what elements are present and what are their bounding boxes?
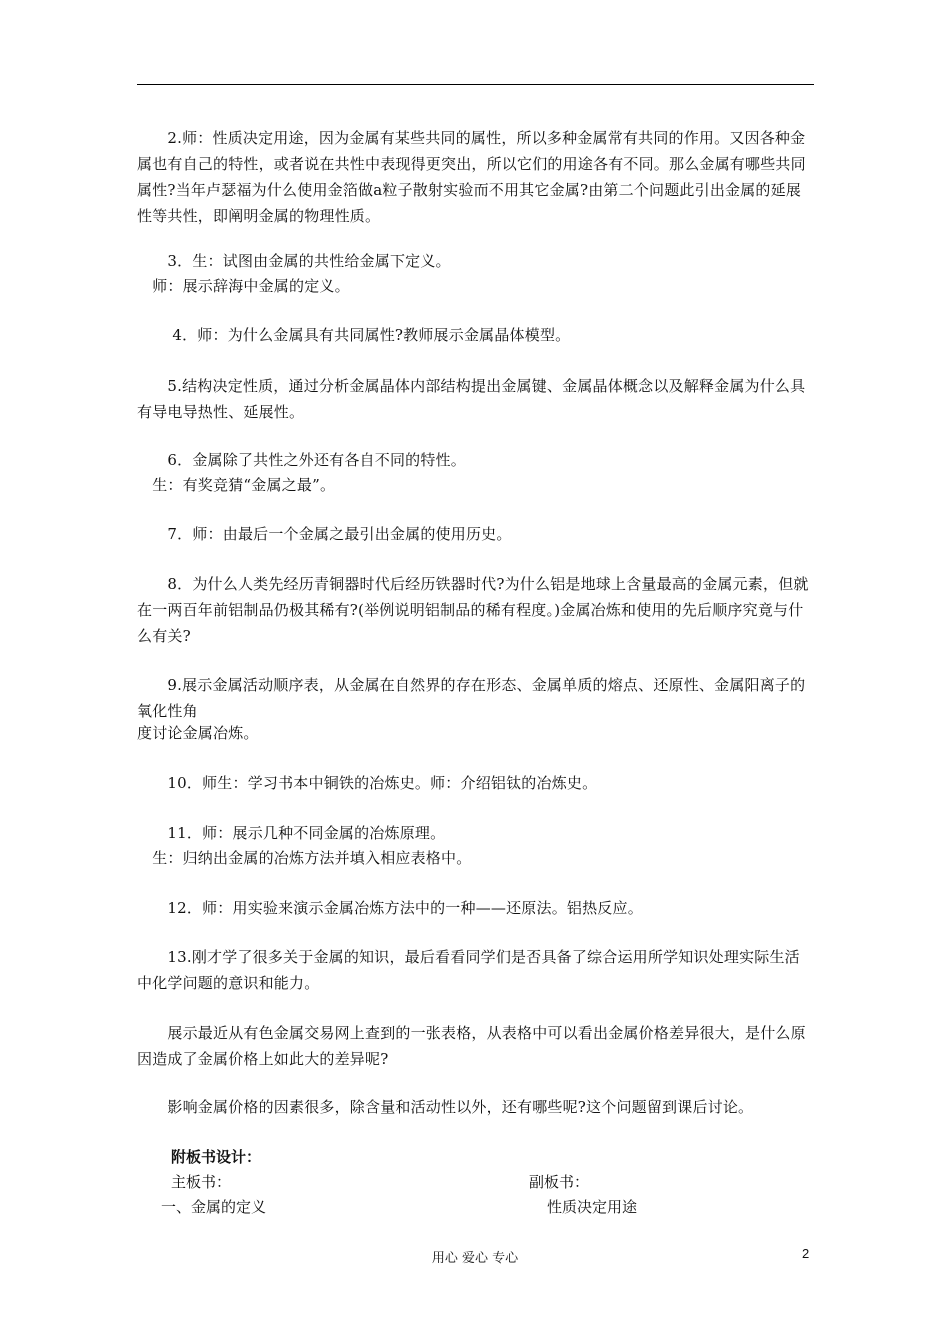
paragraph-8: 8．为什么人类先经历青铜器时代后经历铁器时代?为什么铝是地球上含量最高的金属元素，但就在一两百年前铝制品仍极其稀有?(举例说明铝制品的稀有程度。)金属冶炼和使用的先后顺序究竟与什么有关? (137, 575, 809, 645)
paragraph-9: 9.展示金属活动顺序表，从金属在自然界的存在形态、金属单质的熔点、还原性、金属阳离子的氧化性角 (137, 676, 806, 720)
paragraph-5: 5.结构决定性质，通过分析金属晶体内部结构提出金属键、金属晶体概念以及解释金属为什么具有导电导热性、延展性。 (137, 377, 806, 421)
paragraph-price-table: 展示最近从有色金属交易网上查到的一张表格，从表格中可以看出金属价格差异很大，是什么原因造成了金属价格上如此大的差异呢? (137, 1024, 806, 1068)
paragraph-6-student: 生：有奖竞猜“金属之最”。 (137, 476, 336, 494)
paragraph-3: 3．生：试图由金属的共性给金属下定义。 (137, 252, 451, 270)
paragraph-11-student: 生：归纳出金属的冶炼方法并填入相应表格中。 (137, 849, 472, 867)
main-board-label: 主板书： (171, 1173, 232, 1191)
sub-board-label: 副板书： (529, 1173, 590, 1191)
paragraph-12: 12．师：用实验来演示金属冶炼方法中的一种——还原法。铝热反应。 (137, 899, 643, 917)
board-design-heading: 附板书设计： (171, 1148, 262, 1166)
paragraph-7: 7．师：由最后一个金属之最引出金属的使用历史。 (137, 525, 512, 543)
paragraph-11: 11．师：展示几种不同金属的冶炼原理。 (137, 824, 446, 842)
header-rule (137, 84, 814, 85)
main-board-item: 一、金属的定义 (161, 1198, 267, 1216)
paragraph-10: 10．师生：学习书本中铜铁的冶炼史。师：介绍铝钛的冶炼史。 (137, 774, 598, 792)
paragraph-9-continued: 度讨论金属冶炼。 (137, 724, 259, 742)
paragraph-4: 4．师：为什么金属具有共同属性?教师展示金属晶体模型。 (137, 326, 571, 344)
sub-board-item: 性质决定用途 (547, 1198, 638, 1216)
paragraph-2: 2.师：性质决定用途，因为金属有某些共同的属性，所以多种金属常有共同的作用。又因各种金属也有自己的特性，或者说在共性中表现得更突出，所以它们的用途各有不同。那么金属有哪些共同属性?当年卢瑟福为什么使用金箔做a粒子散射实验而不用其它金属?由第二个问题此引出金属的延展性等共性，即阐明金属的物理性质。 (137, 129, 806, 225)
page-number: 2 (802, 1246, 810, 1261)
paragraph-13: 13.刚才学了很多关于金属的知识，最后看看同学们是否具备了综合运用所学知识处理实际生活中化学问题的意识和能力。 (137, 948, 800, 992)
footer-motto: 用心 爱心 专心 (431, 1251, 519, 1266)
paragraph-6: 6．金属除了共性之外还有各自不同的特性。 (137, 451, 466, 469)
paragraph-3-teacher: 师：展示辞海中金属的定义。 (137, 277, 350, 295)
paragraph-price-factors: 影响金属价格的因素很多，除含量和活动性以外，还有哪些呢?这个问题留到课后讨论。 (137, 1098, 754, 1116)
